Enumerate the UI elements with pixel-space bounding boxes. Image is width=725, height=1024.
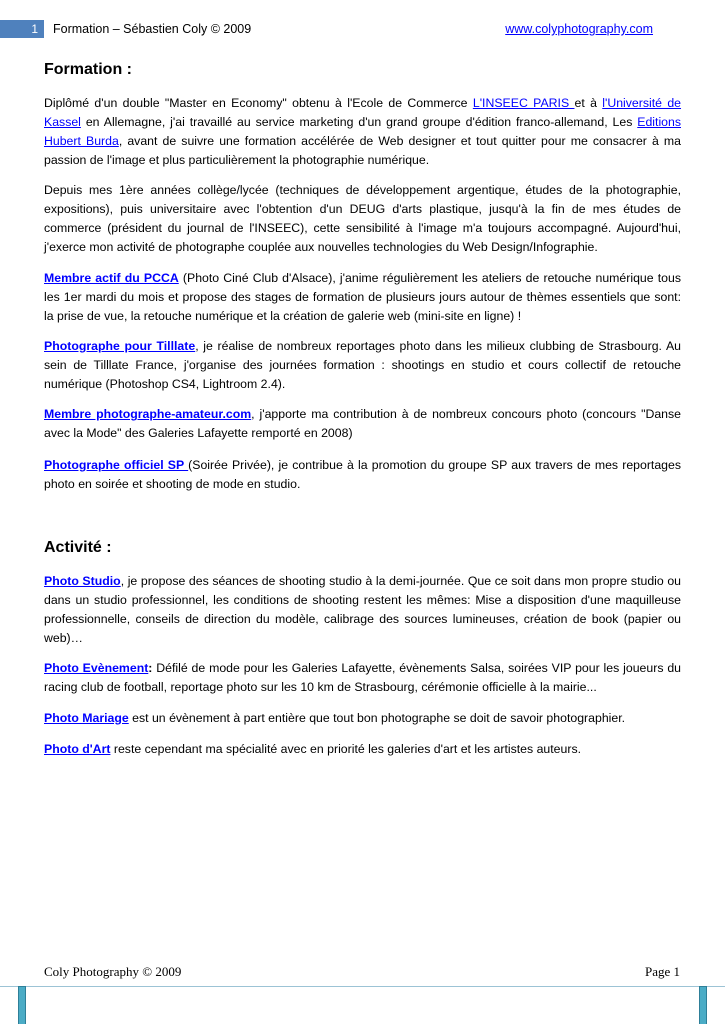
formation-paragraph-3 xyxy=(44,269,681,326)
formation-paragraph-6 xyxy=(44,456,681,494)
text: et à xyxy=(574,96,603,110)
footer-right-bar xyxy=(699,986,707,1024)
text: (Photo Ciné Club d'Alsace), j'anime régulièrement les ateliers de retouche numérique tous les 1er mardi du mois et propose des stages de formation de plusieurs jours autour de thèmes essentiels que sont: la prise de vue, la retouche numérique et la création de galerie web (mini-site en ligne) ! xyxy=(44,271,681,323)
formation-paragraph-2: Depuis mes 1ère années collège/lycée (techniques de développement argentique, études de la photographie, expositions), puis universitaire avec l'obtention d'un DEUG d'arts plastique, jusqu'à la fin de mes études de commerce (président du journal de l'INSEEC), cette sensibilité à l'image m'a toujours accompagné. Aujourd'hui, j'exerce mon activité de photographe couplée aux nouvelles technologies du Web Design/Infographie. xyxy=(44,183,681,254)
text: , avant de suivre une formation accélérée de Web designer et tout quitter pour me consacrer à ma passion de l'image et plus particulièrement la photographie numérique. xyxy=(44,134,681,167)
tilllate-link[interactable]: Photographe pour Tilllate xyxy=(44,339,196,353)
photographe-amateur-link[interactable]: Membre photographe-amateur.com xyxy=(44,407,252,421)
activite-paragraph-2 xyxy=(44,659,681,697)
header-page-number: 1 xyxy=(0,20,44,38)
formation-paragraph-4 xyxy=(44,337,681,394)
formation-heading: Formation : xyxy=(44,61,132,78)
photo-evenement-link[interactable]: Photo Evènement xyxy=(44,661,149,675)
text: Diplômé d'un double "Master en Economy" obtenu à l'Ecole de Commerce xyxy=(44,96,473,110)
activite-paragraph-3 xyxy=(44,709,681,728)
photo-art-link[interactable]: Photo d'Art xyxy=(44,742,111,756)
photo-mariage-link[interactable]: Photo Mariage xyxy=(44,711,129,725)
text: est un évènement à part entière que tout bon photographe se doit de savoir photographier. xyxy=(128,711,626,725)
text: reste cependant ma spécialité avec en priorité les galeries d'art et les artistes auteurs. xyxy=(110,742,582,756)
burda-link[interactable]: Editions Hubert Burda xyxy=(44,115,681,148)
text: Défilé de mode pour les Galeries Lafayette, évènements Salsa, soirées VIP pour les joueurs du racing club de football, reportage photo sur les 10 km de Strasbourg, cérémonie officielle à la mairie... xyxy=(44,661,681,694)
activite-paragraph-4 xyxy=(44,740,681,759)
text: , je réalise de nombreux reportages photo dans les milieux clubbing de Strasbourg. Au sein de Tilllate France, j'organise des journées formation : shootings en studio et cours collectif de retouche numérique (Photoshop CS4, Lightroom 2.4). xyxy=(44,339,681,391)
sp-link[interactable]: Photographe officiel SP xyxy=(44,458,189,472)
inseec-link[interactable]: L'INSEEC PARIS xyxy=(472,96,575,110)
activite-paragraph-1 xyxy=(44,572,681,648)
text: , je propose des séances de shooting studio à la demi-journée. Que ce soit dans mon propre studio ou dans un studio professionnel, les conditions de shooting restent les mêmes: Mise a disposition d'une maquilleuse professionnelle, conseils de direction du modèle, calibrage des sources lumineuses, création de book (papier ou web)… xyxy=(44,574,682,645)
activite-heading: Activité : xyxy=(44,539,112,556)
footer-divider xyxy=(0,986,725,987)
formation-paragraph-5 xyxy=(44,405,681,443)
text: (Soirée Privée), je contribue à la promotion du groupe SP aux travers de mes reportages photo en soirée et shooting de mode en studio. xyxy=(44,458,682,491)
footer-page: Page 1 xyxy=(644,964,680,979)
photo-studio-link[interactable]: Photo Studio xyxy=(44,574,121,588)
pcca-link[interactable]: Membre actif du PCCA xyxy=(44,271,179,285)
text: , j'apporte ma contribution à de nombreux concours photo (concours "Danse avec la Mode" des Galeries Lafayette remporté en 2008) xyxy=(44,407,681,440)
header-title: Formation – Sébastien Coly © 2009 xyxy=(53,22,252,36)
footer-left: Coly Photography © 2009 xyxy=(44,964,182,979)
text: en Allemagne, j'ai travaillé au service marketing d'un grand groupe d'édition franco-allemand, Les xyxy=(80,115,638,129)
kassel-link[interactable]: l'Université de Kassel xyxy=(44,96,682,129)
footer-left-bar xyxy=(18,986,26,1024)
colon: : xyxy=(148,661,153,675)
header-website-link[interactable]: www.colyphotography.com xyxy=(505,22,653,36)
formation-paragraph-1 xyxy=(44,94,681,170)
